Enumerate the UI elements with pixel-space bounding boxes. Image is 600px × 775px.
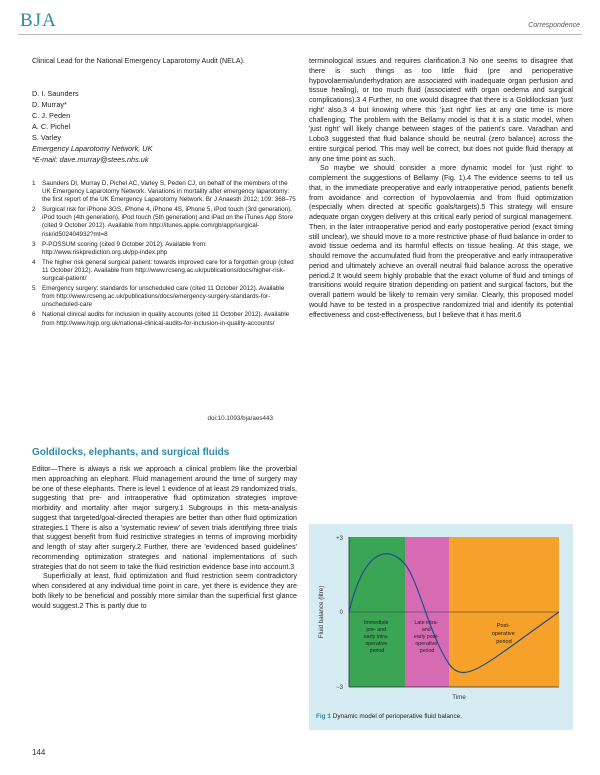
y-axis-label: Fluid balance (litre) [318,585,325,639]
reference-text: Emergency surgery: standards for unscheduled care (cited 11 October 2012). Available from http://www.rcseng.ac.uk/publications/docs/emergency-surgery-standards-for-unscheduled-care [42,285,285,309]
reference-item [32,206,297,238]
reference-item [32,259,297,283]
figure-panel [309,524,573,730]
reference-number: 6 [32,311,36,319]
page-number: 144 [32,748,46,757]
section-label: Correspondence [528,22,580,29]
reference-item [32,285,297,309]
doi: doi:10.1093/bja/aes443 [207,415,273,422]
affiliation: Emergency Laparotomy Network, UK [32,144,153,153]
article-title: Goldilocks, elephants, and surgical fluids [32,447,230,458]
author: C. J. Peden [32,111,71,120]
y-tick-bottom: −3 [336,685,343,691]
article-body-right [309,57,573,320]
reference-number: 1 [32,180,36,187]
figure-caption [316,713,462,720]
reference-item [32,180,297,204]
reference-text: The higher risk general surgical patient: towards improved care for a forgotten group (cited 11 October 2012). Available from http://www.rcseng.ac.uk/publications/docs/higher-risk-surgical-patient/ [42,258,294,283]
paragraph: Superficially at least, fluid optimization and fluid restriction seem contradictory when considered at any individual time point in care, yet there is evidence they are both likely to be beneficial and possibly more similar than the superficial first glance would suggest.2 This is partly due to [32,572,297,610]
reference-number: 3 [32,240,36,248]
author: D. Murray* [32,100,67,109]
region-postop-label: Post- operative period [491,623,515,645]
paragraph: terminological issues and requires clarification.3 No one seems to disagree that there is such things as too little fluid (pre and perioperative hypovolaemia/underhydration are associated with inadequate organ perfusion and tissue healing), or too much fluid (associated with organ oedema and surgical complications).3 4 Further, no one would disagree that there is a Goldilocksian 'just right' also,3 4 but knowing where this 'just right' lies at any one time is more challenging. The problem with the Bellamy model is that it is a static model, when 'just right' will likely change between stages of the patient's care. Varadhan and Lobo3 suggested that fluid balance should be neutral (zero balance) across the entire surgical period. This may well be correct, but does not guide fluid therapy at any one time point as such. [309,57,573,163]
y-tick-zero: 0 [339,610,343,616]
author: S. Varley [32,133,62,142]
paragraph: So maybe we should consider a more dynamic model for 'just right' to complement the suggestions of Bellamy (Fig. 1).4 The evidence seems to tell us that, in the immediate preoperative and early intraoperative period, patients benefit from avoidance and correction of hypovolaemia and from fluid optimization (especially when directed at specific goals/targets).5 This strategy will ensure adequate organ oxygen delivery at this critical early period of surgical management. Then, in the later intraoperative period and early postoperative period (exact timing still unclear), we should move to a more restrictive phase of fluid balance in order to avoid tissue oedema and its harmful effects on tissue healing. At this stage, we should remove the accumulated fluid from the preoperative and early intraoperative period and ultimately achieve an overall neutral fluid balance across the operative period.2 It would seem highly probable that the exact volume of fluid and timings of transitions would require titration depending on patient and surgical factors, but the overall pattern would be likely to remain very similar. Clearly, this proposed model would have to be tested in a prospective randomized trial and identify its potential effectiveness and cost-effectiveness, but I believe that it has merit.6 [309,164,573,319]
fluid-balance-figure [309,524,573,730]
reference-text: P-POSSUM scoring (cited 9 October 2012). Available from: http://www.riskprediction.org.uk/pp-index.php [42,240,207,256]
figure-caption-label: Fig 1 [316,713,331,720]
author-block [32,88,297,165]
reference-text: National clinical audits for inclusion in quality accounts (cited 11 October 2012). Available from http://www.hqip.org.uk/national-clinical-audits-for-inclusion-in-quality-accounts/ [42,311,290,327]
y-tick-top: +3 [336,536,343,542]
x-axis-label: Time [452,694,466,701]
article-body-left [32,465,297,611]
reference-text: Saunders DI, Murray D, Pichel AC, Varley S, Peden CJ, on behalf of the members of the UK Emergency Laparotomy Network. Variations in mortality after emergency laparotomy: the first report of the UK Emergency Laparotomy Network. Br J Anaesth 2012; 109: 368–75 [42,180,296,204]
author: A. C. Pichel [32,122,71,131]
paragraph: Editor—There is always a risk we approach a clinical problem like the proverbial men approaching an elephant. Fluid management around the time of surgery may be one of these elephants. There is level 1 evidence of at least 29 randomized trials, suggesting that pre- and intraoperative fluid optimization strategies improve morbidity and mortality after major surgery.1 Subgroups in this meta-analysis suggest that targeted/goal-directed therapies are better than other fluid optimization strategies.1 There is also a 'systematic review' of seven trials identifying three trials that suggest benefit from fluid restrictive strategies in terms of improving morbidity and length of stay after surgery.2 Further, there are 'evidenced based guidelines' recommending optimization strategies and national implementations of such strategies that do not seem to take the fluid restriction evidence base into account.3 [32,465,297,571]
reference-item [32,311,297,327]
reference-number: 4 [32,258,36,266]
reference-item [32,241,297,257]
reference-list [32,180,297,330]
role-line: Clinical Lead for the National Emergency Laparotomy Audit (NELA). [32,57,245,65]
figure-caption-text: Dynamic model of perioperative fluid balance. [332,713,463,720]
reference-number: 5 [32,285,36,293]
journal-logo: BJA [20,10,57,31]
region-intraop-label: Late intra- and early post- operative period [413,620,439,654]
author-email: *E-mail: dave.murray@stees.nhs.uk [32,155,149,164]
letter-end [32,57,297,67]
author: D. I. Saunders [32,89,79,98]
header-rule [18,34,582,35]
reference-number: 2 [32,206,36,214]
reference-text: Surgical risk for iPhone 3GS, iPhone 4, iPhone 4S, iPhone 5, iPod touch (3rd generation), iPod touch (4th generation), iPod touch (5th generation) and iPad on the iTunes App Store (cited 9 October 2012). Available from http://itunes.apple.com/gb/app/surgical-risk/id502404932?mt=8 [42,206,294,238]
region-preop-label: Immediate pre- and early intra- operative period [363,620,389,654]
